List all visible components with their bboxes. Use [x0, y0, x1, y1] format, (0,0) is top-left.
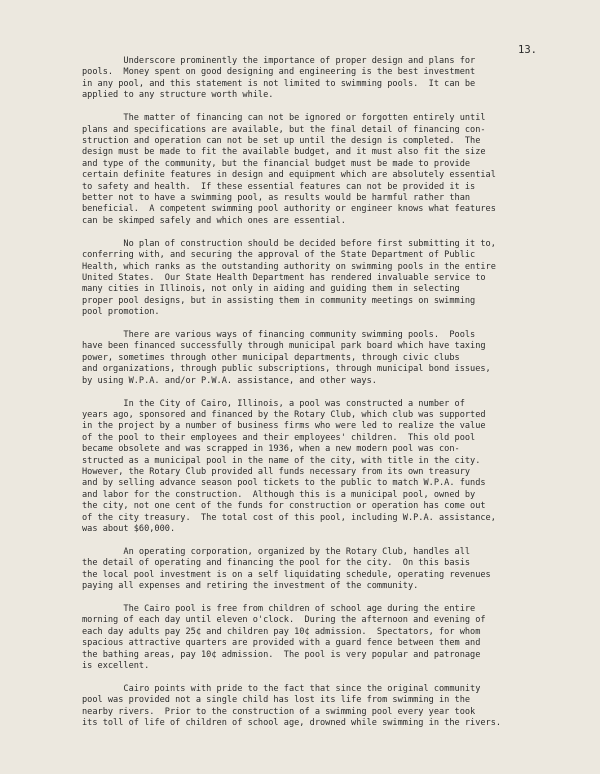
text-line: United States. Our State Health Department has rendered invaluable service to: [82, 272, 486, 283]
text-line: in any pool, and this statement is not limited to swimming pools. It can be: [82, 78, 476, 89]
text-line: the city, not one cent of the funds for construction or operation has come out: [82, 501, 486, 512]
text-line: is excellent.: [82, 661, 150, 672]
text-line: the bathing areas, pay 10¢ admission. The pool is very popular and patronage: [82, 649, 481, 660]
text-line: have been financed successfully through municipal park board which have taxing: [82, 341, 486, 352]
text-line: morning of each day until eleven o'clock. During the afternoon and evening of: [82, 615, 486, 626]
paragraph: [82, 399, 542, 536]
text-line: Cairo points with pride to the fact that since the original community: [82, 684, 481, 694]
text-line: An operating corporation, organized by the Rotary Club, handles all: [82, 546, 471, 557]
text-line: many cities in Illinois, not only in aiding and guiding them in selecting: [82, 284, 460, 295]
text-line: nearby rivers. Prior to the construction of a swimming pool every year took: [82, 706, 476, 717]
text-line: of the pool to their employees and their employees' children. This old pool: [82, 432, 476, 443]
text-line: paying all expenses and retiring the investment of the community.: [82, 581, 419, 592]
text-line: proper pool designs, but in assisting them in community meetings on swimming: [82, 295, 476, 306]
paragraph: [82, 547, 542, 593]
text-line: the local pool investment is on a self liquidating schedule, operating revenues: [82, 569, 491, 580]
text-line: to safety and health. If these essential features can not be provided it is: [82, 181, 476, 192]
text-line: plans and specifications are available, but the final detail of financing con-: [82, 124, 486, 135]
text-line: power, sometimes through other municipal departments, through civic clubs: [82, 352, 460, 363]
text-line: There are various ways of financing community swimming pools. Pools: [82, 330, 476, 341]
text-line: struction and operation can not be set up until the design is completed. The: [82, 135, 481, 146]
text-line: became obsolete and was scrapped in 1936, when a new modern pool was con-: [82, 444, 460, 455]
text-line: in the project by a number of business firms who were led to realize the value: [82, 421, 486, 432]
text-line: years ago, sponsored and financed by the Rotary Club, which club was supported: [82, 409, 486, 420]
text-line: its toll of life of children of school age, drowned while swimming in the rivers.: [82, 718, 502, 729]
paragraph: [82, 604, 542, 672]
text-line: of the city treasury. The total cost of this pool, including W.P.A. assistance,: [82, 512, 496, 523]
text-line: pool was provided not a single child has lost its life from swimming in the: [82, 695, 471, 706]
paragraph: [82, 330, 542, 387]
text-line: spacious attractive quarters are provided with a guard fence between them and: [82, 638, 481, 649]
text-line: applied to any structure worth while.: [82, 90, 274, 101]
text-line: and type of the community, but the financial budget must be made to provide: [82, 158, 471, 169]
text-line: In the City of Cairo, Illinois, a pool was constructed a number of: [82, 398, 465, 409]
text-line: and organizations, through public subscriptions, through municipal bond issues,: [82, 364, 491, 375]
text-line: by using W.P.A. and/or P.W.A. assistance, and other ways.: [82, 375, 377, 386]
body-text: [82, 56, 542, 741]
text-line: No plan of construction should be decided before first submitting it to,: [82, 238, 496, 249]
text-line: Health, which ranks as the outstanding authority on swimming pools in the entire: [82, 261, 496, 272]
text-line: conferring with, and securing the approval of the State Department of Public: [82, 250, 476, 261]
page-number: 13.: [518, 44, 537, 56]
text-line: beneficial. A competent swimming pool authority or engineer knows what features: [82, 204, 496, 215]
text-line: better not to have a swimming pool, as results would be harmful rather than: [82, 192, 471, 203]
text-line: was about $60,000.: [82, 524, 176, 535]
text-line: However, the Rotary Club provided all funds necessary from its own treasury: [82, 467, 471, 477]
text-line: structed as a municipal pool in the name of the city, with title in the city.: [82, 455, 481, 466]
text-line: certain definite features in design and equipment which are absolutely essential: [82, 170, 496, 181]
text-line: Underscore prominently the importance of proper design and plans for: [82, 56, 476, 66]
paragraph: [82, 113, 542, 227]
paragraph: [82, 56, 542, 102]
text-line: and labor for the construction. Although this is a municipal pool, owned by: [82, 489, 476, 500]
text-line: the detail of operating and financing the pool for the city. On this basis: [82, 558, 471, 569]
text-line: can be skimped safely and which ones are essential.: [82, 215, 346, 226]
text-line: pool promotion.: [82, 307, 160, 318]
paragraph: [82, 239, 542, 319]
text-line: design must be made to fit the available budget, and it must also fit the size: [82, 147, 486, 158]
text-line: pools. Money spent on good designing and engineering is the best investment: [82, 67, 476, 78]
text-line: each day adults pay 25¢ and children pay 10¢ admission. Spectators, for whom: [82, 626, 481, 637]
paragraph: [82, 684, 542, 730]
text-line: and by selling advance season pool tickets to the public to match W.P.A. funds: [82, 478, 486, 489]
text-line: The matter of financing can not be ignored or forgotten entirely until: [82, 113, 486, 124]
text-line: The Cairo pool is free from children of school age during the entire: [82, 604, 476, 615]
